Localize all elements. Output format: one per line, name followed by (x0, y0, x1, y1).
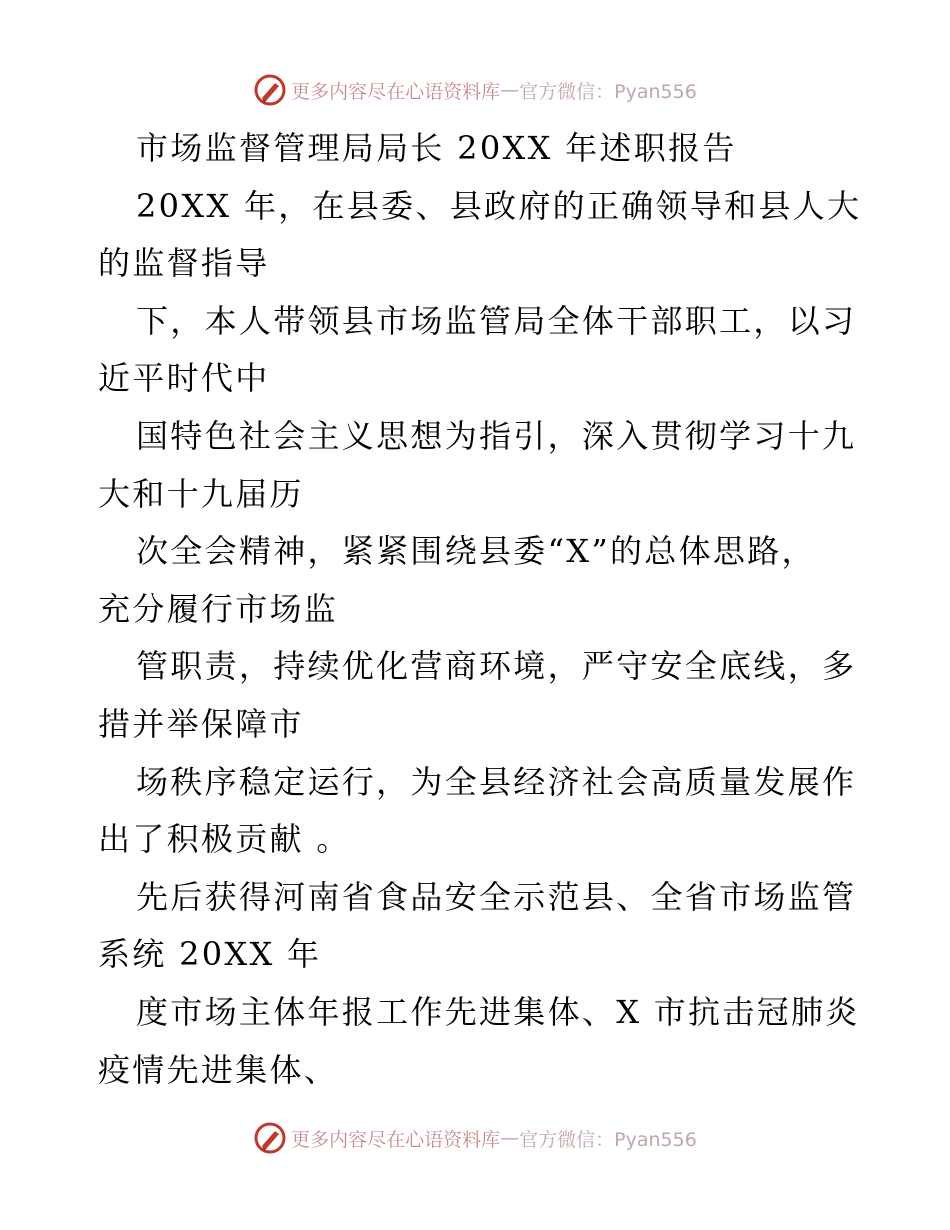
body-text-line: 系统 20XX 年 (98, 935, 322, 974)
banner-wechat-text: 官方微信：Pyan556 (519, 80, 697, 103)
banner-lead-text: 更多内容尽在心语资料库 (291, 1128, 501, 1151)
body-text-line: 先后获得河南省食品安全示范县、全省市场监管 (136, 877, 857, 916)
body-text-line: 20XX 年，在县委、县政府的正确领导和县人大 (136, 186, 862, 225)
body-text-line: 充分履行市场监 (98, 589, 339, 628)
banner-wechat-text: 官方微信：Pyan556 (519, 1128, 697, 1151)
body-text-line: 管职责，持续优化营商环境，严守安全底线，多 (136, 647, 857, 686)
body-text-line: 国特色社会主义思想为指引，深入贯彻学习十九 (136, 416, 857, 455)
header-banner (0, 70, 950, 110)
body-text-line: 出了积极贡献 。 (98, 820, 351, 859)
document-body (98, 120, 862, 1099)
footer-banner (0, 1118, 950, 1158)
body-text-line: 大和十九届历 (98, 474, 304, 513)
body-text-line: 的监督指导 (98, 244, 270, 283)
pen-logo-icon (253, 73, 287, 107)
pen-logo-icon (253, 1121, 287, 1155)
body-text-line: 近平时代中 (98, 359, 270, 398)
body-text-line: 下，本人带领县市场监管局全体干部职工，以习 (136, 301, 857, 340)
banner-dash: — (500, 79, 520, 101)
banner-dash: — (500, 1127, 520, 1149)
body-text-line: 疫情先进集体、 (98, 1050, 339, 1089)
body-text-line: 度市场主体年报工作先进集体、X 市抗击冠肺炎 (136, 992, 860, 1031)
banner-lead-text: 更多内容尽在心语资料库 (291, 80, 501, 103)
body-text-line: 措并举保障市 (98, 704, 304, 743)
document-title: 市场监督管理局局长 20XX 年述职报告 (136, 129, 737, 167)
body-text-line: 场秩序稳定运行，为全县经济社会高质量发展作 (136, 762, 857, 801)
body-text-line: 次全会精神，紧紧围绕县委“X”的总体思路， (136, 532, 816, 571)
